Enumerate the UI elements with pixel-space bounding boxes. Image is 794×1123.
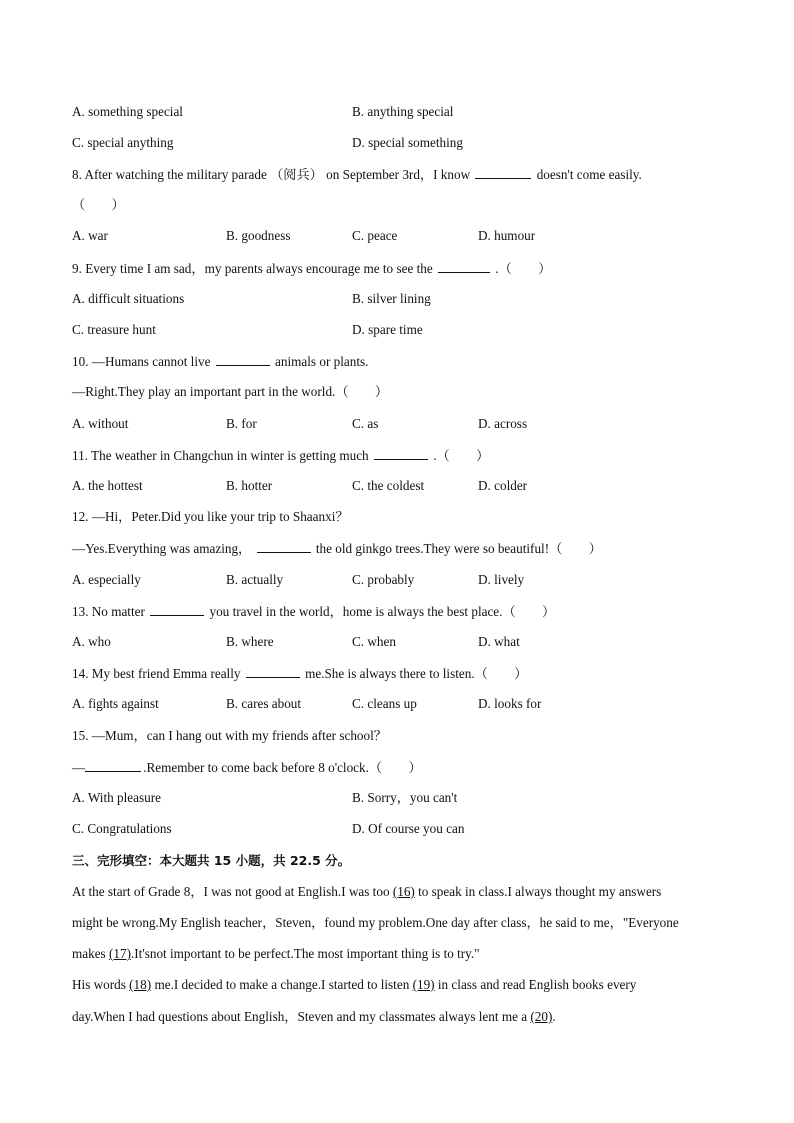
q9-text-post: .（ ） <box>495 261 552 276</box>
q11-stem <box>72 446 489 465</box>
q8-option-a[interactable]: A. war <box>72 228 108 243</box>
q12-text-pre: —Yes.Everything was amazing， <box>72 541 252 556</box>
q8-text-post: doesn't come easily. <box>536 167 642 182</box>
q11-option-d[interactable]: D. colder <box>478 478 528 493</box>
q8-text-pre: 8. After watching the military parade （阅兵） on September 3rd，I know <box>72 167 471 182</box>
passage-text: day.When I had questions about English，Steven and my classmates always lent me a <box>72 1009 528 1024</box>
q9-option-c[interactable]: C. treasure hunt <box>72 322 156 337</box>
q15-option-a[interactable]: A. With pleasure <box>72 790 161 805</box>
q11-option-b[interactable]: B. hotter <box>226 478 273 493</box>
q12-text-post: the old ginkgo trees.They were so beautiful!（ ） <box>315 541 602 556</box>
q15-blank[interactable] <box>85 758 141 772</box>
q15-option-b[interactable]: B. Sorry，you can't <box>352 790 458 805</box>
q7-option-d[interactable]: D. special something <box>352 135 463 150</box>
passage-text: makes <box>72 946 106 961</box>
q13-stem <box>72 602 555 621</box>
q14-text-post: me.She is always there to listen.（ ） <box>305 666 528 681</box>
cloze-blank-18[interactable]: (18) <box>129 977 152 992</box>
q13-options <box>72 633 732 651</box>
cloze-blank-20[interactable]: (20) <box>530 1009 553 1024</box>
q9-option-a[interactable]: A. difficult situations <box>72 291 185 306</box>
q11-text-pre: 11. The weather in Changchun in winter is getting much <box>72 448 369 463</box>
q10-stem <box>72 352 368 371</box>
q14-option-c[interactable]: C. cleans up <box>352 696 417 711</box>
cloze-blank-17[interactable]: (17) <box>109 946 131 961</box>
q12-option-c[interactable]: C. probably <box>352 572 415 587</box>
q15-options-row2 <box>72 820 732 838</box>
q11-option-c[interactable]: C. the coldest <box>352 478 425 493</box>
q15-options-row1 <box>72 789 732 807</box>
q13-option-c[interactable]: C. when <box>352 634 396 649</box>
q10-option-b[interactable]: B. for <box>226 416 257 431</box>
q8-option-b[interactable]: B. goodness <box>226 228 291 243</box>
q12-blank[interactable] <box>257 539 311 553</box>
passage-text: At the start of Grade 8，I was not good at English.I was too <box>72 884 390 899</box>
q15-line1: 15. —Mum，can I hang out with my friends after school？ <box>72 728 387 743</box>
q15-option-c[interactable]: C. Congratulations <box>72 821 172 836</box>
q10-option-d[interactable]: D. across <box>478 416 528 431</box>
passage-line-2 <box>72 914 679 932</box>
passage-text: His words <box>72 977 126 992</box>
passage-line-4 <box>72 976 636 994</box>
q7-option-a[interactable]: A. something special <box>72 104 183 119</box>
q14-blank[interactable] <box>246 664 300 678</box>
q8-options <box>72 227 732 245</box>
q13-text-pre: 13. No matter <box>72 604 145 619</box>
q15-stem <box>72 758 422 777</box>
passage-text: to speak in class.I always thought my answers <box>418 884 662 899</box>
q8-blank[interactable] <box>475 165 531 179</box>
q9-options-row2 <box>72 321 732 339</box>
q9-option-b[interactable]: B. silver lining <box>352 291 431 306</box>
q14-options <box>72 695 732 713</box>
q14-option-a[interactable]: A. fights against <box>72 696 159 711</box>
q9-option-d[interactable]: D. spare time <box>352 322 423 337</box>
q9-blank[interactable] <box>438 259 490 273</box>
q12-option-d[interactable]: D. lively <box>478 572 525 587</box>
q9-stem <box>72 259 551 278</box>
q13-option-d[interactable]: D. what <box>478 634 520 649</box>
q11-option-a[interactable]: A. the hottest <box>72 478 143 493</box>
q10-options <box>72 415 732 433</box>
cloze-blank-19[interactable]: (19) <box>412 977 435 992</box>
q12-options <box>72 571 732 589</box>
q10-text-pre: 10. —Humans cannot live <box>72 354 211 369</box>
q13-blank[interactable] <box>150 602 204 616</box>
q12-option-b[interactable]: B. actually <box>226 572 284 587</box>
q14-stem <box>72 664 527 683</box>
q15-option-d[interactable]: D. Of course you can <box>352 821 465 836</box>
q7-options-row2 <box>72 134 732 152</box>
q10-option-a[interactable]: A. without <box>72 416 129 431</box>
q9-text-pre: 9. Every time I am sad，my parents always encourage me to see the <box>72 261 433 276</box>
q10-line2: —Right.They play an important part in the world.（ ） <box>72 384 389 399</box>
passage-line-1 <box>72 883 661 901</box>
passage-text: might be wrong.My English teacher，Steven，found my problem.One day after class，he said to me，"Everyone <box>72 915 679 930</box>
q13-text-post: you travel in the world，home is always the best place.（ ） <box>209 604 556 619</box>
passage-text: me.I decided to make a change.I started to listen <box>154 977 410 992</box>
q14-option-b[interactable]: B. cares about <box>226 696 302 711</box>
q11-blank[interactable] <box>374 446 428 460</box>
section-3-heading: 三、完形填空：本大题共 15 小题，共 22.5 分。 <box>72 853 351 868</box>
q8-option-d[interactable]: D. humour <box>478 228 536 243</box>
passage-line-3 <box>72 945 480 963</box>
q9-options-row1 <box>72 290 732 308</box>
q12-option-a[interactable]: A. especially <box>72 572 141 587</box>
cloze-blank-16[interactable]: (16) <box>392 884 415 899</box>
q14-text-pre: 14. My best friend Emma really <box>72 666 241 681</box>
q11-options <box>72 477 732 495</box>
q10-text-post: animals or plants. <box>275 354 369 369</box>
q13-option-a[interactable]: A. who <box>72 634 111 649</box>
q7-option-b[interactable]: B. anything special <box>352 104 454 119</box>
q8-stem <box>72 165 642 184</box>
q8-option-c[interactable]: C. peace <box>352 228 398 243</box>
q8-paren: （ ） <box>72 197 125 212</box>
q7-options-row1 <box>72 103 732 121</box>
q15-text-post: .Remember to come back before 8 o'clock.（ ） <box>143 760 422 775</box>
passage-text: .It'snot important to be perfect.The most important thing is to try." <box>130 946 480 961</box>
passage-text: in class and read English books every <box>437 977 637 992</box>
q10-option-c[interactable]: C. as <box>352 416 379 431</box>
q15-text-pre: — <box>72 760 86 775</box>
q10-blank[interactable] <box>216 352 270 366</box>
passage-line-5 <box>72 1008 556 1026</box>
q11-text-post: .（ ） <box>433 448 490 463</box>
q12-line1: 12. —Hi，Peter.Did you like your trip to Shaanxi？ <box>72 509 349 524</box>
q13-option-b[interactable]: B. where <box>226 634 274 649</box>
q7-option-c[interactable]: C. special anything <box>72 135 174 150</box>
q12-stem <box>72 539 602 558</box>
q14-option-d[interactable]: D. looks for <box>478 696 542 711</box>
passage-text: . <box>552 1009 556 1024</box>
